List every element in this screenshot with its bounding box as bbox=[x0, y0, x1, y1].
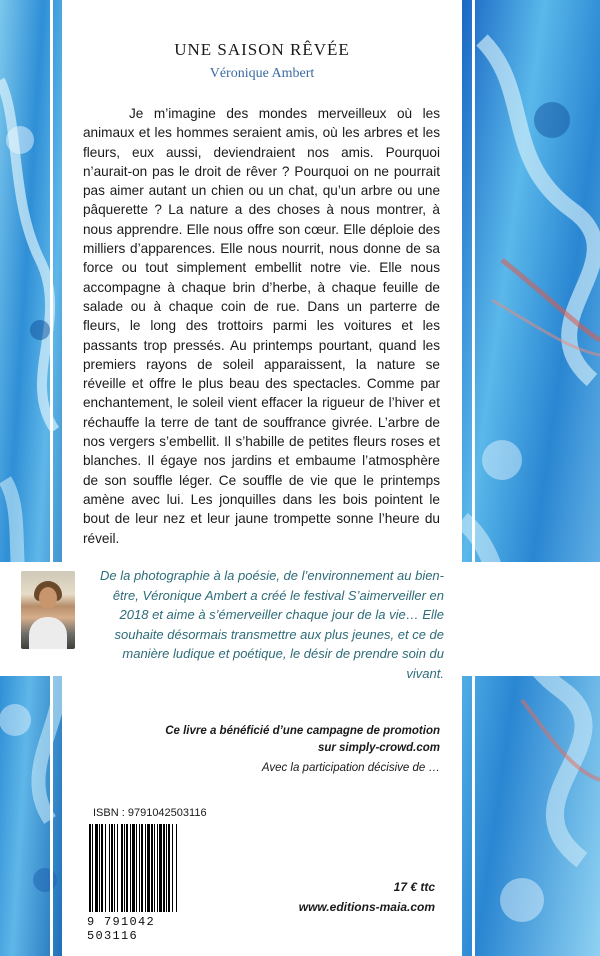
publisher-website: www.editions-maia.com bbox=[298, 900, 435, 914]
promo-text bbox=[62, 723, 440, 757]
price: 17 € ttc bbox=[393, 880, 435, 894]
barcode-digits: 9 791042 503116 bbox=[87, 915, 156, 943]
participation-text: Avec la participation décisive de … bbox=[261, 762, 440, 774]
promo-line-1: Ce livre a bénéficié d’une campagne de promotion bbox=[165, 725, 440, 737]
synopsis-text: Je m’imagine des mondes merveilleux où les animaux et les hommes seraient amis, où les arbres et les fleurs, eux aussi, deviendraient nos amis. Pourquoi n’aurait-on pas le droit de rêver ? Pourquoi on ne pourrait pas aimer autant un chien ou un chat, qu’un arbre ou une pâquerette ? La nature a des choses à nous montrer, à nous apprendre. Elle nous offre son cœur. Elle déploie des milliers d’apparences. Elle nous nourrit, nous donne de sa force ou tout simplement embellit notre vie. Elle nous accompagne à chaque brin d’herbe, à chaque feuille de salade ou à chaque coin de rue. Dans un parterre de fleurs, le long des trottoirs parmi les voitures et les passants trop pressés. Au printemps pourtant, quand les premiers rayons de soleil apparaissent, la nature se réveille et offre le plus beau des spectacles. Comme par enchantement, le soleil vient effacer la rigueur de l’hiver et réchauffe la terre de tant de souffrance givrée. L’arbre de nos vergers s’embellit. Il s’habille de petites fleurs roses et blanches. Il égaye nos jardins et embaume l’atmosphère de son souffle léger. Ce souffle de vie que le printemps amène avec lui. Les jonquilles dans les bois pointent le bout de leur nez et leur jaune trompette sonne l’heure du réveil. bbox=[83, 106, 440, 546]
author-photo bbox=[21, 571, 75, 649]
isbn-label: ISBN : 9791042503116 bbox=[93, 807, 207, 819]
cover-artwork-right bbox=[462, 0, 600, 956]
promo-line-2: sur simply-crowd.com bbox=[317, 742, 440, 754]
author-bio: De la photographie à la poésie, de l’environnement au bien-être, Véronique Ambert a créé le festival S’aimerveiller en 2018 et aime à s’émerveiller chaque jour de la vie… Elle souhaite désormais transmettre aux plus jeunes, et ce de manière ludique et poétique, le désir de prendre soin du vivant. bbox=[99, 568, 444, 681]
book-title: UNE SAISON RÊVÉE bbox=[174, 40, 350, 59]
author-name: Véronique Ambert bbox=[209, 66, 315, 81]
cover-artwork-left bbox=[0, 0, 62, 956]
